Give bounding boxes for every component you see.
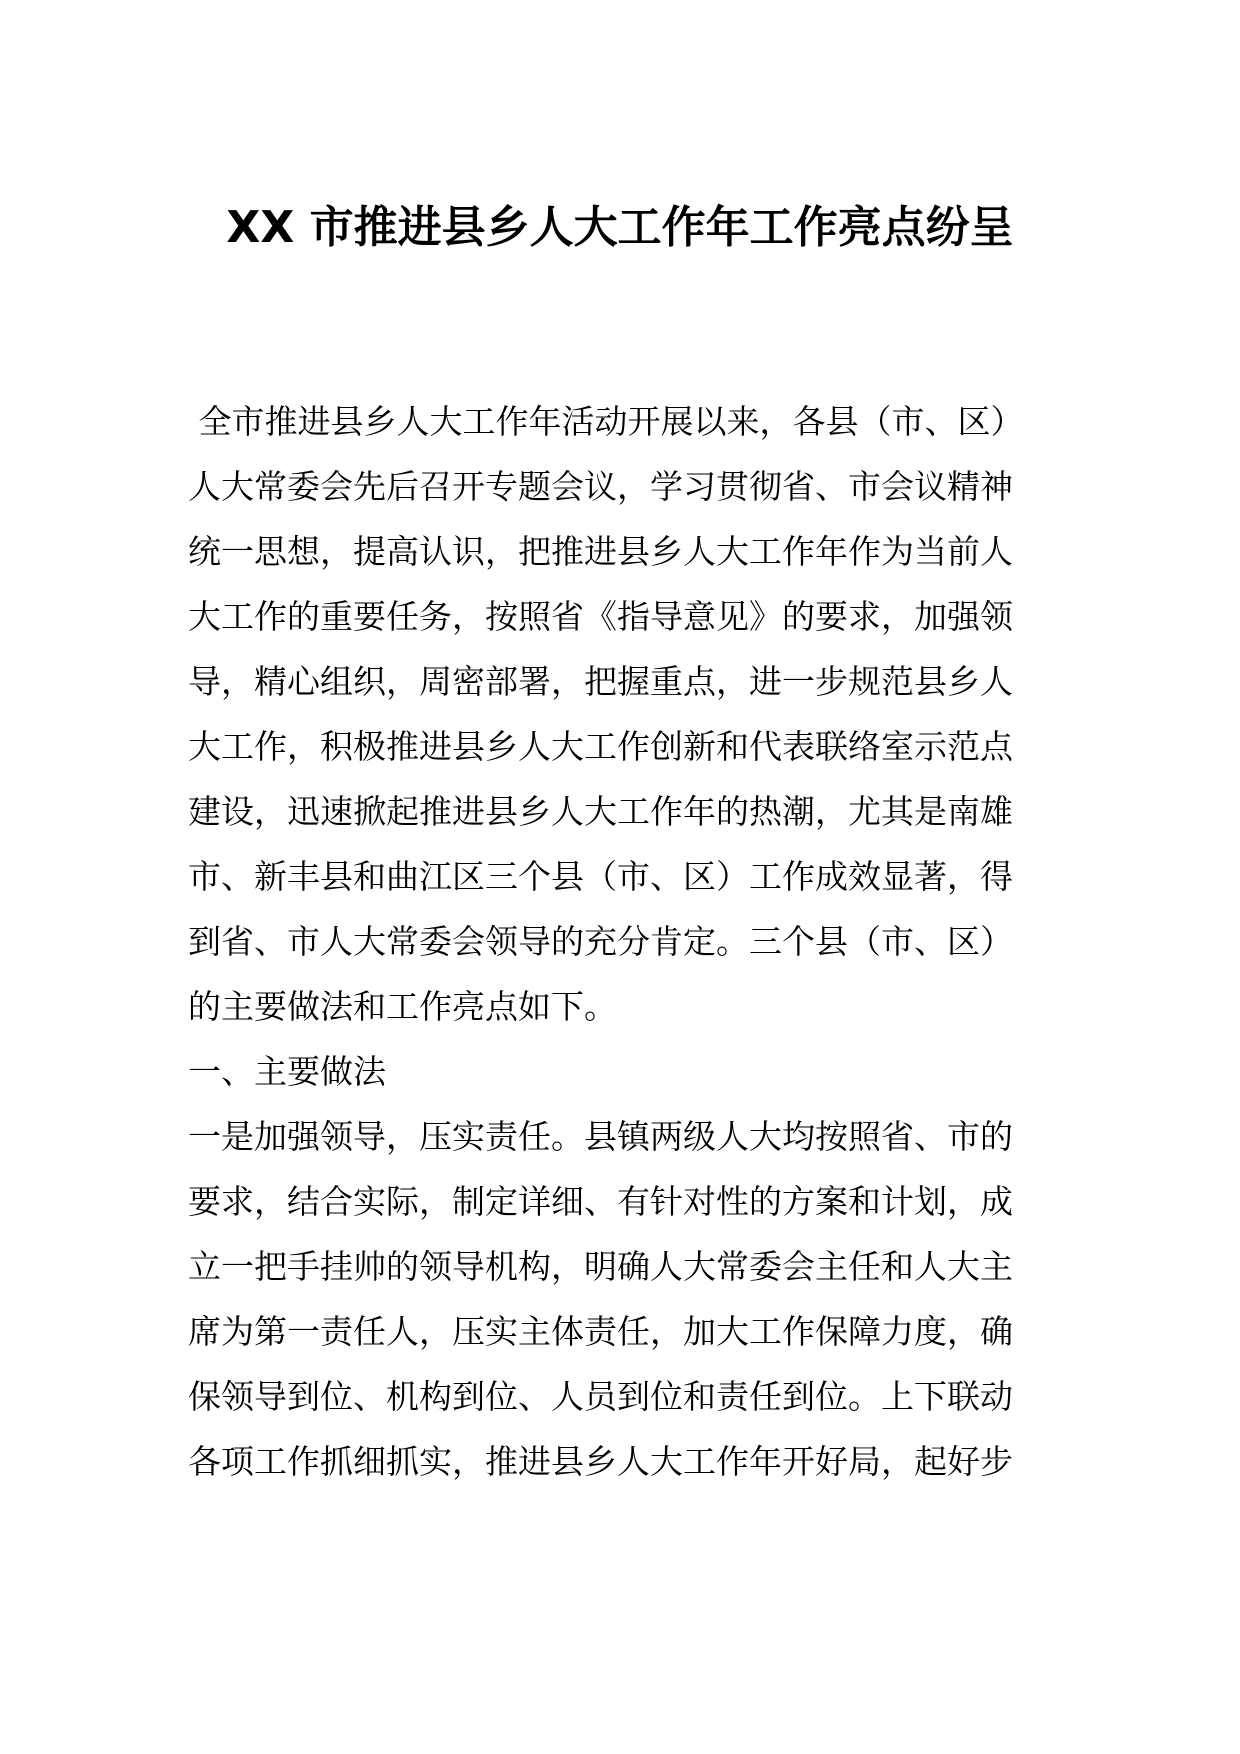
body-line: 席为第一责任人，压实主体责任，加大工作保障力度，确 bbox=[188, 1312, 1013, 1351]
body-line: 一是加强领导，压实责任。县镇两级人大均按照省、市的 bbox=[188, 1117, 1013, 1156]
body-line: 大工作的重要任务，按照省《指导意见》的要求，加强领 bbox=[188, 597, 1013, 636]
body-line: 要求，结合实际，制定详细、有针对性的方案和计划，成 bbox=[188, 1182, 1013, 1221]
body-line: 大工作，积极推进县乡人大工作创新和代表联络室示范点 bbox=[188, 727, 1013, 766]
body-line: 导，精心组织，周密部署，把握重点，进一步规范县乡人 bbox=[188, 662, 1013, 701]
body-line: 全市推进县乡人大工作年活动开展以来，各县（市、区） bbox=[188, 402, 1024, 441]
body-line: 到省、市人大常委会领导的充分肯定。三个县（市、区） bbox=[188, 922, 1013, 961]
document-title: XX 市推进县乡人大工作年工作亮点纷呈 bbox=[226, 202, 1014, 253]
body-line: 人大常委会先后召开专题会议，学习贯彻省、市会议精神 bbox=[188, 467, 1013, 506]
body-line: 保领导到位、机构到位、人员到位和责任到位。上下联动 bbox=[188, 1377, 1013, 1416]
document-body bbox=[188, 389, 1068, 1494]
section-heading: 一、主要做法 bbox=[188, 1052, 386, 1091]
body-line: 立一把手挂帅的领导机构，明确人大常委会主任和人大主 bbox=[188, 1247, 1013, 1286]
body-line: 市、新丰县和曲江区三个县（市、区）工作成效显著，得 bbox=[188, 857, 1013, 896]
body-line: 各项工作抓细抓实，推进县乡人大工作年开好局，起好步 bbox=[188, 1442, 1013, 1481]
body-line: 统一思想，提高认识，把推进县乡人大工作年作为当前人 bbox=[188, 532, 1013, 571]
body-line: 的主要做法和工作亮点如下。 bbox=[188, 987, 617, 1026]
body-line: 建设，迅速掀起推进县乡人大工作年的热潮，尤其是南雄 bbox=[188, 792, 1013, 831]
